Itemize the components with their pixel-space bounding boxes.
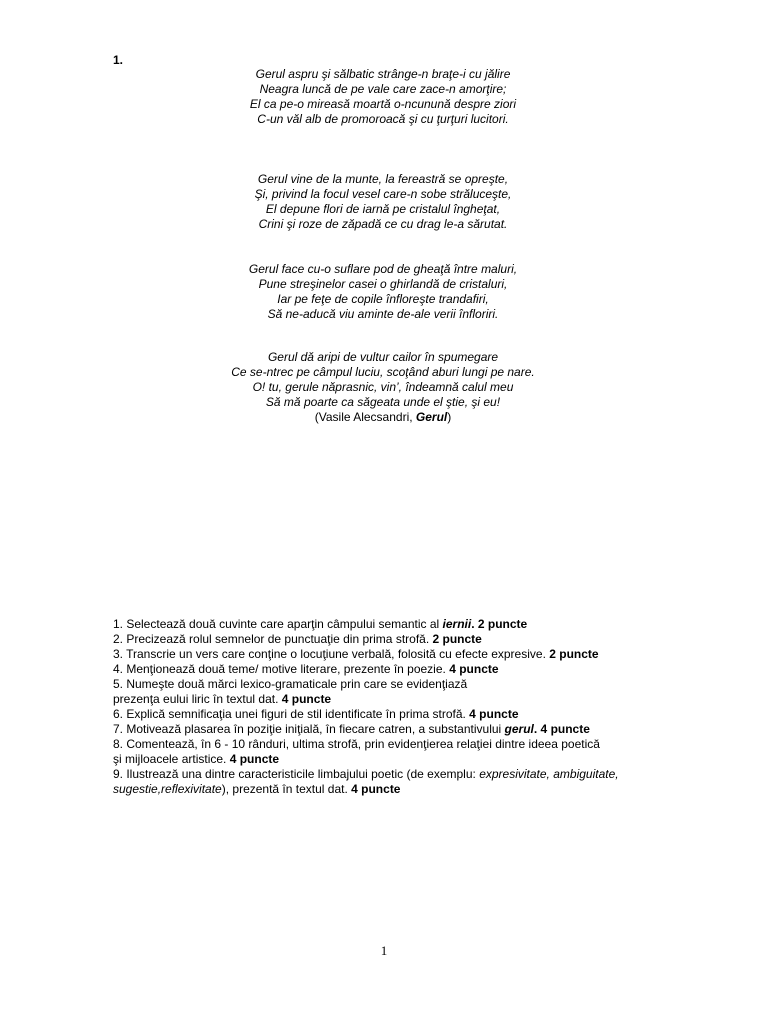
question-points: 2 puncte	[549, 647, 599, 661]
question-text: 9. Ilustrează una dintre caracteristicile limbajului poetic (de exemplu:	[113, 767, 480, 781]
question-emphasis: iernii	[442, 617, 472, 631]
question-points: 4 puncte	[449, 662, 499, 676]
poem-line: Crini şi roze de zăpadă ce cu drag le-a sărutat.	[258, 217, 508, 231]
poem-line: Ce se-ntrec pe câmpul luciu, scoţând aburi lungi pe nare.	[231, 365, 535, 379]
question-5-line-2	[113, 692, 673, 707]
question-text: 7. Motivează plasarea în poziţie iniţială, în fiecare catren, a substantivului	[113, 722, 505, 736]
question-8-line-2	[113, 752, 673, 767]
question-4	[113, 662, 673, 677]
poem-line: Gerul dă aripi de vultur cailor în spumegare	[267, 350, 499, 364]
attribution-title: Gerul	[415, 410, 448, 424]
poem-line: C-un văl alb de promoroacă şi cu ţurţuri lucitori.	[257, 112, 509, 126]
question-text: prezenţa eului liric în textul dat.	[113, 692, 282, 706]
question-text: 3. Transcrie un vers care conţine o locuţiune verbală, folosită cu efecte expresive.	[113, 647, 550, 661]
poem-line: Pune streşinelor casei o ghirlandă de cristaluri,	[258, 277, 508, 291]
poem-line: El depune flori de iarnă pe cristalul îngheţat,	[265, 202, 501, 216]
question-9-line-2	[113, 782, 673, 797]
question-text: şi mijloacele artistice.	[113, 752, 230, 766]
question-text: 6. Explică semnificaţia unei figuri de stil identificate în prima strofă.	[113, 707, 470, 721]
attribution-author: (Vasile Alecsandri,	[314, 410, 416, 424]
question-points: 4 puncte	[469, 707, 519, 721]
poem-line: O! tu, gerule năprasnic, vin’, îndeamnă calul meu	[252, 380, 514, 394]
poem-line: Gerul face cu-o suflare pod de gheaţă între maluri,	[248, 262, 518, 276]
question-3	[113, 647, 673, 662]
question-text: 4. Menţionează două teme/ motive literare, prezente în poezie.	[113, 662, 450, 676]
question-points: 4 puncte	[229, 752, 280, 766]
question-5-line-1: 5. Numeşte două mărci lexico-gramaticale prin care se evidenţiază	[113, 677, 468, 691]
question-points: . 4 puncte	[533, 722, 590, 736]
question-emphasis: expresivitate, ambiguitate,	[479, 767, 619, 781]
exercise-number: 1.	[113, 53, 124, 67]
poem-line: Iar pe feţe de copile înfloreşte trandafiri,	[277, 292, 489, 306]
question-8-line-1: 8. Comentează, în 6 - 10 rânduri, ultima strofă, prin evidenţierea relaţiei dintre ideea poetică	[113, 737, 600, 751]
poem-stanza-3	[183, 262, 583, 322]
poem-attribution	[183, 410, 583, 425]
poem-line: Să mă poarte ca săgeata unde el ştie, şi eu!	[265, 395, 501, 409]
question-points: 2 puncte	[432, 632, 482, 646]
poem-line: Să ne-aducă viu aminte de-ale verii înfloriri.	[267, 307, 499, 321]
question-text: 2. Precizează rolul semnelor de punctuaţie din prima strofă.	[113, 632, 433, 646]
attribution-close: )	[447, 410, 452, 424]
question-points: 4 puncte	[281, 692, 332, 706]
question-points: 4 puncte	[351, 782, 401, 796]
question-text: ), prezentă în textul dat.	[221, 782, 352, 796]
poem-line: Şi, privind la focul vesel care-n sobe străluceşte,	[254, 187, 512, 201]
poem-stanza-1	[183, 67, 583, 127]
question-2	[113, 632, 673, 647]
question-list	[113, 617, 673, 797]
poem-line: Gerul aspru şi sălbatic strânge-n braţe-i cu jălire	[255, 67, 511, 81]
poem-line: El ca pe-o mireasă moartă o-ncunună despre ziori	[249, 97, 517, 111]
question-9-line-1	[113, 767, 673, 782]
question-text: 1. Selectează două cuvinte care aparţin câmpului semantic al	[113, 617, 443, 631]
poem-stanza-2	[183, 172, 583, 232]
question-points: . 2 puncte	[471, 617, 528, 631]
question-6	[113, 707, 673, 722]
page-number: 1	[380, 943, 388, 958]
poem-line: Neagra luncă de pe vale care zace-n amorţire;	[259, 82, 507, 96]
poem-stanza-4	[183, 350, 583, 410]
poem-line: Gerul vine de la munte, la fereastră se opreşte,	[257, 172, 509, 186]
question-emphasis: gerul	[504, 722, 534, 736]
question-emphasis: sugestie,reflexivitate	[113, 782, 222, 796]
question-1	[113, 617, 673, 632]
question-7	[113, 722, 673, 737]
